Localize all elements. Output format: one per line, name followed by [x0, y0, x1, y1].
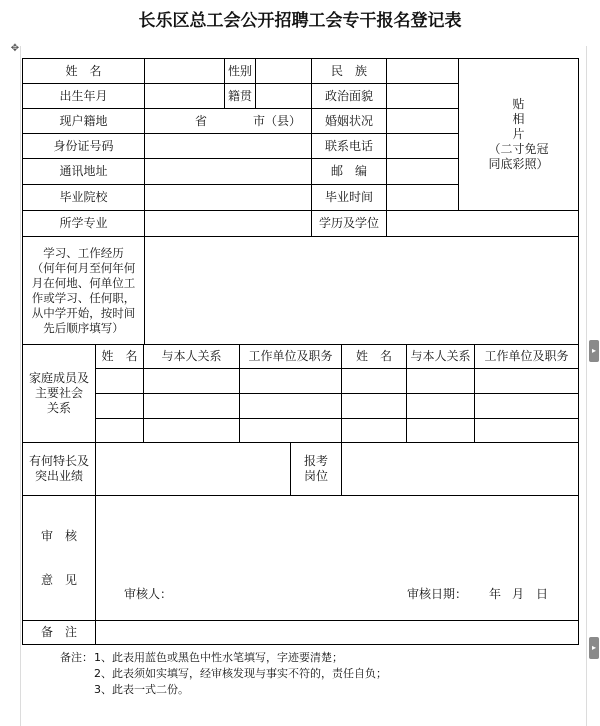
input-id-number[interactable]	[144, 133, 312, 159]
label-family	[22, 344, 96, 443]
position-line-1: 报考	[303, 454, 328, 468]
specialty-line-1: 有何特长及	[28, 454, 89, 468]
family-cell[interactable]	[341, 418, 407, 443]
specialty-line-2: 突出业绩	[34, 469, 83, 483]
label-id-number: 身份证号码	[22, 133, 145, 159]
family-cell[interactable]	[95, 418, 144, 443]
label-experience	[22, 236, 145, 345]
label-phone: 联系电话	[311, 133, 387, 159]
input-review[interactable]	[95, 495, 579, 621]
family-cell[interactable]	[95, 368, 144, 394]
family-cell[interactable]	[406, 393, 475, 419]
input-phone[interactable]	[386, 133, 459, 159]
label-address: 通讯地址	[22, 158, 145, 185]
label-political: 政治面貌	[311, 83, 387, 109]
review-year-label: 年	[489, 587, 502, 601]
label-postcode: 邮 编	[311, 158, 387, 185]
review-line-1: 审 核	[40, 529, 77, 543]
family-cell[interactable]	[143, 393, 240, 419]
label-household: 现户籍地	[22, 108, 145, 134]
family-header-work-1: 工作单位及职务	[239, 344, 342, 369]
side-tab-icon[interactable]: ▸	[589, 637, 599, 659]
experience-line-4: 作或学习、任何职，	[31, 290, 136, 305]
page-margin-right	[586, 46, 587, 726]
input-address[interactable]	[144, 158, 312, 185]
family-line-1: 家庭成员及	[28, 371, 89, 385]
label-degree: 学历及学位	[311, 210, 387, 237]
experience-line-1: 学习、工作经历	[43, 245, 124, 260]
family-header-relation-2: 与本人关系	[406, 344, 475, 369]
family-cell[interactable]	[239, 418, 342, 443]
family-cell[interactable]	[406, 418, 475, 443]
review-line-2: 意 见	[40, 573, 77, 587]
family-cell[interactable]	[239, 368, 342, 394]
label-remarks: 备 注	[22, 620, 96, 645]
input-birth[interactable]	[144, 83, 225, 109]
label-major: 所学专业	[22, 210, 145, 237]
label-birth: 出生年月	[22, 83, 145, 109]
table-move-handle-icon[interactable]: ✥	[10, 43, 20, 54]
input-political[interactable]	[386, 83, 459, 109]
photo-text-2: 相	[512, 112, 525, 126]
input-remarks[interactable]	[95, 620, 579, 645]
input-native-place[interactable]	[255, 83, 312, 109]
family-header-name-2: 姓 名	[341, 344, 407, 369]
label-name: 姓 名	[22, 58, 145, 84]
page-margin-left	[20, 46, 21, 726]
family-cell[interactable]	[95, 393, 144, 419]
family-cell[interactable]	[143, 368, 240, 394]
experience-line-2: （何年何月至何年何	[31, 260, 136, 275]
label-marital: 婚姻状况	[311, 108, 387, 134]
input-position[interactable]	[341, 442, 579, 496]
family-line-2: 主要社会	[34, 386, 83, 400]
family-cell[interactable]	[341, 393, 407, 419]
family-cell[interactable]	[474, 418, 579, 443]
experience-line-5: 从中学开始，按时间	[31, 305, 136, 320]
family-line-3: 关系	[46, 401, 71, 415]
footnote-item-1: 1、此表用蓝色或黑色中性水笔填写，字迹要清楚；	[94, 651, 343, 664]
review-date-label: 审核日期：	[407, 587, 468, 601]
review-month-label: 月	[512, 587, 525, 601]
label-grad-time: 毕业时间	[311, 184, 387, 211]
photo-text-4: （二寸免冠	[488, 142, 549, 156]
input-specialty[interactable]	[95, 442, 291, 496]
input-major[interactable]	[144, 210, 312, 237]
family-cell[interactable]	[474, 393, 579, 419]
label-native-place: 籍贯	[224, 83, 256, 109]
page-title: 长乐区总工会公开招聘工会专干报名登记表	[138, 11, 462, 31]
family-header-relation-1: 与本人关系	[143, 344, 240, 369]
input-gender[interactable]	[255, 58, 312, 84]
input-ethnicity[interactable]	[386, 58, 459, 84]
input-postcode[interactable]	[386, 158, 459, 185]
family-cell[interactable]	[406, 368, 475, 394]
label-specialty	[22, 442, 96, 496]
label-review	[22, 495, 96, 621]
family-header-work-2: 工作单位及职务	[474, 344, 579, 369]
family-cell[interactable]	[341, 368, 407, 394]
photo-text-3: 片	[512, 127, 525, 141]
input-experience[interactable]	[144, 236, 579, 345]
label-position	[290, 442, 342, 496]
experience-line-6: 先后顺序填写）	[43, 320, 124, 335]
side-tab-icon[interactable]: ▸	[589, 340, 599, 362]
input-school[interactable]	[144, 184, 312, 211]
family-cell[interactable]	[474, 368, 579, 394]
review-day-label: 日	[536, 587, 549, 601]
footnote-lead: 备注：	[60, 651, 93, 664]
footnote-item-2: 2、此表须如实填写，经审核发现与事实不符的，责任自负；	[94, 667, 387, 680]
experience-line-3: 月在何地、何单位工	[31, 275, 136, 290]
photo-text-1: 贴	[512, 97, 525, 111]
label-gender: 性别	[224, 58, 256, 84]
family-header-name-1: 姓 名	[95, 344, 144, 369]
footnote	[60, 650, 387, 698]
reviewer-label: 审核人：	[124, 587, 173, 601]
province-label: 省	[194, 113, 207, 128]
photo-box[interactable]	[458, 58, 579, 211]
label-ethnicity: 民 族	[311, 58, 387, 84]
footnote-item-3: 3、此表一式二份。	[94, 683, 189, 696]
input-household[interactable]	[144, 108, 312, 134]
label-school: 毕业院校	[22, 184, 145, 211]
position-line-2: 岗位	[303, 469, 328, 483]
input-degree[interactable]	[386, 210, 579, 237]
family-cell[interactable]	[143, 418, 240, 443]
input-name[interactable]	[144, 58, 225, 84]
input-marital[interactable]	[386, 108, 459, 134]
input-grad-time[interactable]	[386, 184, 459, 211]
city-label: 市（县）	[253, 113, 302, 128]
photo-text-5: 同底彩照）	[488, 157, 549, 171]
family-cell[interactable]	[239, 393, 342, 419]
